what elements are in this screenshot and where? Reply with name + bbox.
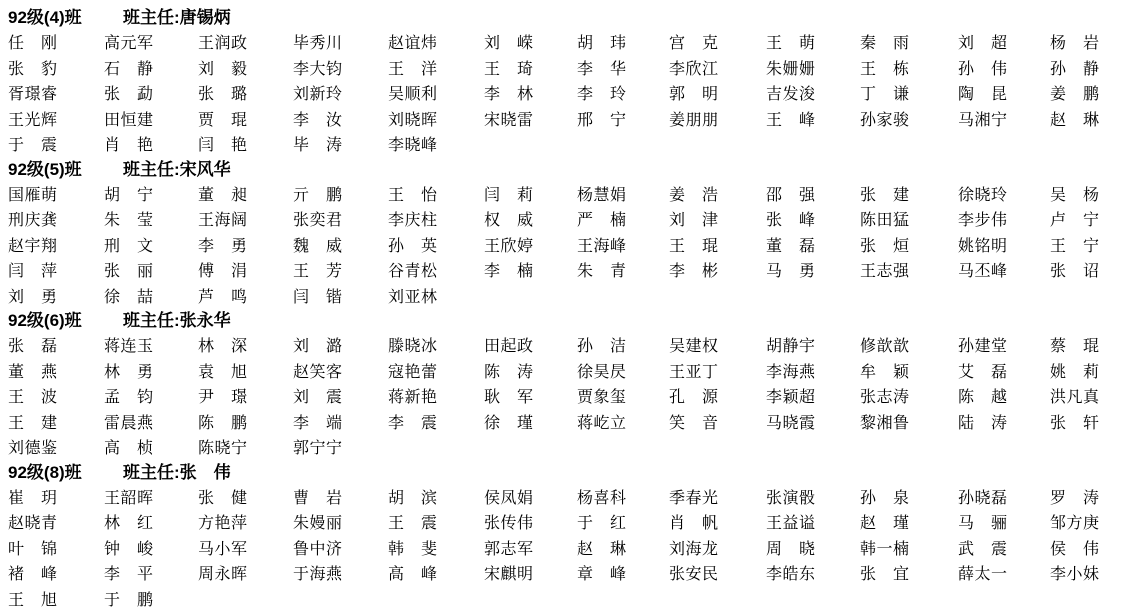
- student-name: 刘 勇: [8, 286, 58, 306]
- student-name: 高 桢: [104, 438, 154, 457]
- student-name: 魏 威: [293, 235, 343, 255]
- student-name: 李步伟: [958, 210, 1008, 229]
- student-name: 徐晓玲: [958, 184, 1008, 204]
- student-name: 吴 杨: [1050, 184, 1100, 204]
- student-name: 林 深: [198, 336, 248, 355]
- student-name: 蒋新艳: [388, 387, 438, 406]
- student-name: 朱嫚丽: [293, 513, 343, 532]
- student-name: 张 丽: [104, 261, 154, 280]
- student-name: 刘 震: [293, 387, 343, 406]
- student-name: 王海阔: [198, 210, 248, 229]
- student-name: 宋麒明: [484, 564, 534, 583]
- student-name: 郭宁宁: [293, 438, 343, 457]
- student-name: 李 震: [388, 412, 438, 432]
- student-name: 韩一楠: [860, 538, 910, 558]
- student-name: 田起政: [484, 336, 534, 355]
- student-name: 王 建: [8, 412, 58, 432]
- student-name: 王益谥: [766, 513, 816, 532]
- student-name: 朱 青: [577, 261, 627, 280]
- student-name: 曹 岩: [293, 487, 343, 507]
- student-name: 季春光: [669, 487, 719, 507]
- student-name: 马 勇: [766, 261, 816, 280]
- student-name: 张 璐: [198, 84, 248, 103]
- class-section: [8, 158, 1128, 310]
- name-row: [8, 284, 1128, 310]
- student-name: 闫 萍: [8, 261, 58, 280]
- student-name: 赵笑客: [293, 361, 343, 381]
- class-header: [8, 158, 1128, 182]
- student-name: 李庆柱: [388, 210, 438, 229]
- student-name: 李皓东: [766, 564, 816, 583]
- student-name: 罗 涛: [1050, 487, 1100, 507]
- student-name: 张传伟: [484, 513, 534, 532]
- student-name: 国雁萌: [8, 184, 58, 204]
- student-name: 鲁中济: [293, 538, 343, 558]
- student-name: 谷青松: [388, 261, 438, 280]
- student-name: 王 琨: [669, 235, 719, 255]
- student-name: 孙 泉: [860, 487, 910, 507]
- name-row: [8, 258, 1128, 284]
- head-teacher-label: 班主任:宋风华: [123, 159, 231, 179]
- student-name: 王 萌: [766, 33, 816, 52]
- student-name: 董 燕: [8, 361, 58, 381]
- student-name: 王光辉: [8, 109, 58, 129]
- student-name: 毕秀川: [293, 33, 343, 52]
- student-name: 严 楠: [577, 210, 627, 229]
- class-header: [8, 309, 1128, 333]
- student-name: 李 玲: [577, 84, 627, 103]
- student-name: 牟 颖: [860, 361, 910, 381]
- name-row: [8, 107, 1128, 133]
- student-name: 赵谊炜: [388, 33, 438, 52]
- student-name: 洪凡真: [1050, 387, 1100, 406]
- student-name: 李大钧: [293, 58, 343, 78]
- student-name: 王韶晖: [104, 487, 154, 507]
- name-row: [8, 30, 1128, 56]
- student-name: 褚 峰: [8, 564, 58, 583]
- student-name: 朱 莹: [104, 210, 154, 229]
- student-name: 黎湘鲁: [860, 412, 910, 432]
- student-name: 石 静: [104, 58, 154, 78]
- student-name: 陈 鹏: [198, 412, 248, 432]
- student-name: 修歆歆: [860, 336, 910, 355]
- name-row: [8, 435, 1128, 461]
- student-name: 孙 伟: [958, 58, 1008, 78]
- student-name: 赵 琳: [577, 538, 627, 558]
- student-name: 邹方庚: [1050, 513, 1100, 532]
- student-name: 刘 嵘: [484, 33, 534, 52]
- student-name: 韩 斐: [388, 538, 438, 558]
- student-name: 郭 明: [669, 84, 719, 103]
- student-name: 李 勇: [198, 235, 248, 255]
- student-name: 胥璟睿: [8, 84, 58, 103]
- student-name: 刑 文: [104, 235, 154, 255]
- class-header: [8, 461, 1128, 485]
- student-name: 笑 音: [669, 412, 719, 432]
- student-name: 李 端: [293, 412, 343, 432]
- student-name: 董 昶: [198, 184, 248, 204]
- student-name: 孙晓磊: [958, 487, 1008, 507]
- student-name: 姜 鹏: [1050, 84, 1100, 103]
- student-name: 崔 玥: [8, 487, 58, 507]
- student-name: 马小军: [198, 538, 248, 558]
- student-name: 孙 静: [1050, 58, 1100, 78]
- student-name: 蒋屹立: [577, 412, 627, 432]
- student-name: 傅 涓: [198, 261, 248, 280]
- student-name: 邢 宁: [577, 109, 627, 129]
- student-name: 李 汝: [293, 109, 343, 129]
- student-name: 杨 岩: [1050, 33, 1100, 52]
- head-teacher-label: 班主任:张永华: [123, 311, 231, 330]
- student-name: 姜 浩: [669, 184, 719, 204]
- student-name: 姜朋朋: [669, 109, 719, 129]
- student-name: 高 峰: [388, 564, 438, 583]
- student-name: 李 林: [484, 84, 534, 103]
- student-name: 闫 艳: [198, 135, 248, 154]
- class-label: 92级(5)班: [8, 159, 82, 179]
- student-name: 丁 谦: [860, 84, 910, 103]
- student-name: 王 芳: [293, 261, 343, 280]
- class-header: [8, 6, 1128, 30]
- student-name: 马 骊: [958, 513, 1008, 532]
- student-name: 王 峰: [766, 109, 816, 129]
- student-name: 宋晓雷: [484, 109, 534, 129]
- student-name: 张志涛: [860, 387, 910, 406]
- student-name: 孙建堂: [958, 336, 1008, 355]
- name-row: [8, 81, 1128, 107]
- student-name: 袁 旭: [198, 361, 248, 381]
- student-name: 芦 鸣: [198, 286, 248, 306]
- student-name: 马湘宁: [958, 109, 1008, 129]
- student-name: 刘 毅: [198, 58, 248, 78]
- student-name: 秦 雨: [860, 33, 910, 52]
- student-name: 尹 璟: [198, 387, 248, 406]
- name-row: [8, 207, 1128, 233]
- name-row: [8, 56, 1128, 82]
- student-name: 胡 滨: [388, 487, 438, 507]
- student-name: 滕晓冰: [388, 336, 438, 355]
- student-name: 陶 昆: [958, 84, 1008, 103]
- student-name: 宫 克: [669, 33, 719, 52]
- name-row: [8, 132, 1128, 158]
- student-name: 赵宇翔: [8, 235, 58, 255]
- student-name: 亓 鹏: [293, 184, 343, 204]
- name-row: [8, 485, 1128, 511]
- student-name: 孙 洁: [577, 336, 627, 355]
- student-name: 任 刚: [8, 33, 58, 52]
- student-name: 王志强: [860, 261, 910, 280]
- student-name: 张 勐: [104, 84, 154, 103]
- student-name: 赵 瑾: [860, 513, 910, 532]
- student-name: 闫 莉: [484, 184, 534, 204]
- student-name: 陈田猛: [860, 210, 910, 229]
- student-name: 李颖超: [766, 387, 816, 406]
- name-row: [8, 182, 1128, 208]
- student-name: 朱姗姗: [766, 58, 816, 78]
- student-name: 吴建权: [669, 336, 719, 355]
- student-name: 闫 锴: [293, 286, 343, 306]
- student-name: 田恒建: [104, 109, 154, 129]
- student-name: 张 豹: [8, 58, 58, 78]
- student-name: 周永晖: [198, 564, 248, 583]
- student-name: 杨慧娟: [577, 184, 627, 204]
- student-name: 李欣江: [669, 58, 719, 78]
- class-label: 92级(4)班: [8, 8, 82, 27]
- student-name: 郭志军: [484, 538, 534, 558]
- student-name: 刘亚林: [388, 286, 438, 306]
- student-name: 吴顺利: [388, 84, 438, 103]
- student-name: 雷晨燕: [104, 412, 154, 432]
- student-name: 于 震: [8, 135, 58, 154]
- student-name: 艾 磊: [958, 361, 1008, 381]
- student-name: 吉发浚: [766, 84, 816, 103]
- student-name: 李小妹: [1050, 564, 1100, 583]
- student-name: 赵晓青: [8, 513, 58, 532]
- student-name: 刘海龙: [669, 538, 719, 558]
- student-name: 董 磊: [766, 235, 816, 255]
- student-name: 王海峰: [577, 235, 627, 255]
- student-name: 王 旭: [8, 589, 58, 609]
- class-label: 92级(8)班: [8, 462, 82, 482]
- student-name: 孟 钧: [104, 387, 154, 406]
- name-row: [8, 510, 1128, 536]
- student-name: 张安民: [669, 564, 719, 583]
- head-teacher-label: 班主任:张 伟: [123, 462, 231, 482]
- student-name: 马丕峰: [958, 261, 1008, 280]
- name-row: [8, 233, 1128, 259]
- student-name: 周 晓: [766, 538, 816, 558]
- student-name: 权 威: [484, 210, 534, 229]
- student-name: 李 楠: [484, 261, 534, 280]
- student-name: 林 勇: [104, 361, 154, 381]
- student-name: 赵 琳: [1050, 109, 1100, 129]
- student-name: 于 鹏: [104, 589, 154, 609]
- student-name: 陈 越: [958, 387, 1008, 406]
- student-name: 方艳萍: [198, 513, 248, 532]
- student-name: 张 宜: [860, 564, 910, 583]
- student-name: 王 栋: [860, 58, 910, 78]
- student-name: 刘 潞: [293, 336, 343, 355]
- name-row: [8, 536, 1128, 562]
- class-roster-document: [8, 6, 1128, 612]
- student-name: 肖 艳: [104, 135, 154, 154]
- name-row: [8, 359, 1128, 385]
- student-name: 刘 津: [669, 210, 719, 229]
- student-name: 刘晓晖: [388, 109, 438, 129]
- student-name: 蒋连玉: [104, 336, 154, 355]
- student-name: 胡 玮: [577, 33, 627, 52]
- student-name: 于海燕: [293, 564, 343, 583]
- student-name: 耿 军: [484, 387, 534, 406]
- name-row: [8, 410, 1128, 436]
- student-name: 李海燕: [766, 361, 816, 381]
- student-name: 钟 峻: [104, 538, 154, 558]
- student-name: 高元军: [104, 33, 154, 52]
- student-name: 孙家骏: [860, 109, 910, 129]
- student-name: 侯凤娟: [484, 487, 534, 507]
- student-name: 孙 英: [388, 235, 438, 255]
- student-name: 徐昊昃: [577, 361, 627, 381]
- student-name: 侯 伟: [1050, 538, 1100, 558]
- student-name: 李 华: [577, 58, 627, 78]
- student-name: 张 峰: [766, 210, 816, 229]
- student-name: 林 红: [104, 513, 154, 532]
- name-row: [8, 587, 1128, 613]
- student-name: 杨喜科: [577, 487, 627, 507]
- class-section: [8, 461, 1128, 613]
- student-name: 王 震: [388, 513, 438, 532]
- student-name: 王 洋: [388, 58, 438, 78]
- student-name: 王 宁: [1050, 235, 1100, 255]
- student-name: 陈晓宁: [198, 438, 248, 457]
- student-name: 马晓霞: [766, 412, 816, 432]
- student-name: 刘新玲: [293, 84, 343, 103]
- student-name: 孔 源: [669, 387, 719, 406]
- student-name: 张 烜: [860, 235, 910, 255]
- student-name: 王 波: [8, 387, 58, 406]
- student-name: 徐 喆: [104, 286, 154, 306]
- student-name: 王 琦: [484, 58, 534, 78]
- student-name: 张 磊: [8, 336, 58, 355]
- name-row: [8, 561, 1128, 587]
- student-name: 胡静宇: [766, 336, 816, 355]
- student-name: 蔡 琨: [1050, 336, 1100, 355]
- student-name: 肖 帆: [669, 513, 719, 532]
- student-name: 李 平: [104, 564, 154, 583]
- student-name: 卢 宁: [1050, 210, 1100, 229]
- student-name: 张演骰: [766, 487, 816, 507]
- student-name: 王欣婷: [484, 235, 534, 255]
- class-section: [8, 309, 1128, 461]
- class-section: [8, 6, 1128, 158]
- student-name: 薛太一: [958, 564, 1008, 583]
- student-name: 邵 强: [766, 184, 816, 204]
- student-name: 毕 涛: [293, 135, 343, 154]
- student-name: 刘 超: [958, 33, 1008, 52]
- student-name: 刑庆龚: [8, 210, 58, 229]
- student-name: 张 建: [860, 184, 910, 204]
- student-name: 叶 锦: [8, 538, 58, 558]
- name-row: [8, 384, 1128, 410]
- student-name: 于 红: [577, 513, 627, 532]
- student-name: 姚 莉: [1050, 361, 1100, 381]
- student-name: 张 诏: [1050, 261, 1100, 280]
- student-name: 武 震: [958, 538, 1008, 558]
- name-row: [8, 333, 1128, 359]
- student-name: 贾象玺: [577, 387, 627, 406]
- student-name: 姚铭明: [958, 235, 1008, 255]
- student-name: 张 轩: [1050, 412, 1100, 432]
- student-name: 王 怡: [388, 184, 438, 204]
- student-name: 王润政: [198, 33, 248, 52]
- student-name: 陆 涛: [958, 412, 1008, 432]
- student-name: 章 峰: [577, 564, 627, 583]
- student-name: 王亚丁: [669, 361, 719, 381]
- student-name: 张 健: [198, 487, 248, 507]
- student-name: 贾 琨: [198, 109, 248, 129]
- student-name: 李 彬: [669, 261, 719, 280]
- student-name: 胡 宁: [104, 184, 154, 204]
- student-name: 陈 涛: [484, 361, 534, 381]
- student-name: 徐 瑾: [484, 412, 534, 432]
- student-name: 李晓峰: [388, 135, 438, 154]
- student-name: 寇艳蕾: [388, 361, 438, 381]
- student-name: 张奕君: [293, 210, 343, 229]
- student-name: 刘德鉴: [8, 438, 58, 457]
- head-teacher-label: 班主任:唐锡炳: [123, 8, 231, 27]
- class-label: 92级(6)班: [8, 311, 82, 330]
